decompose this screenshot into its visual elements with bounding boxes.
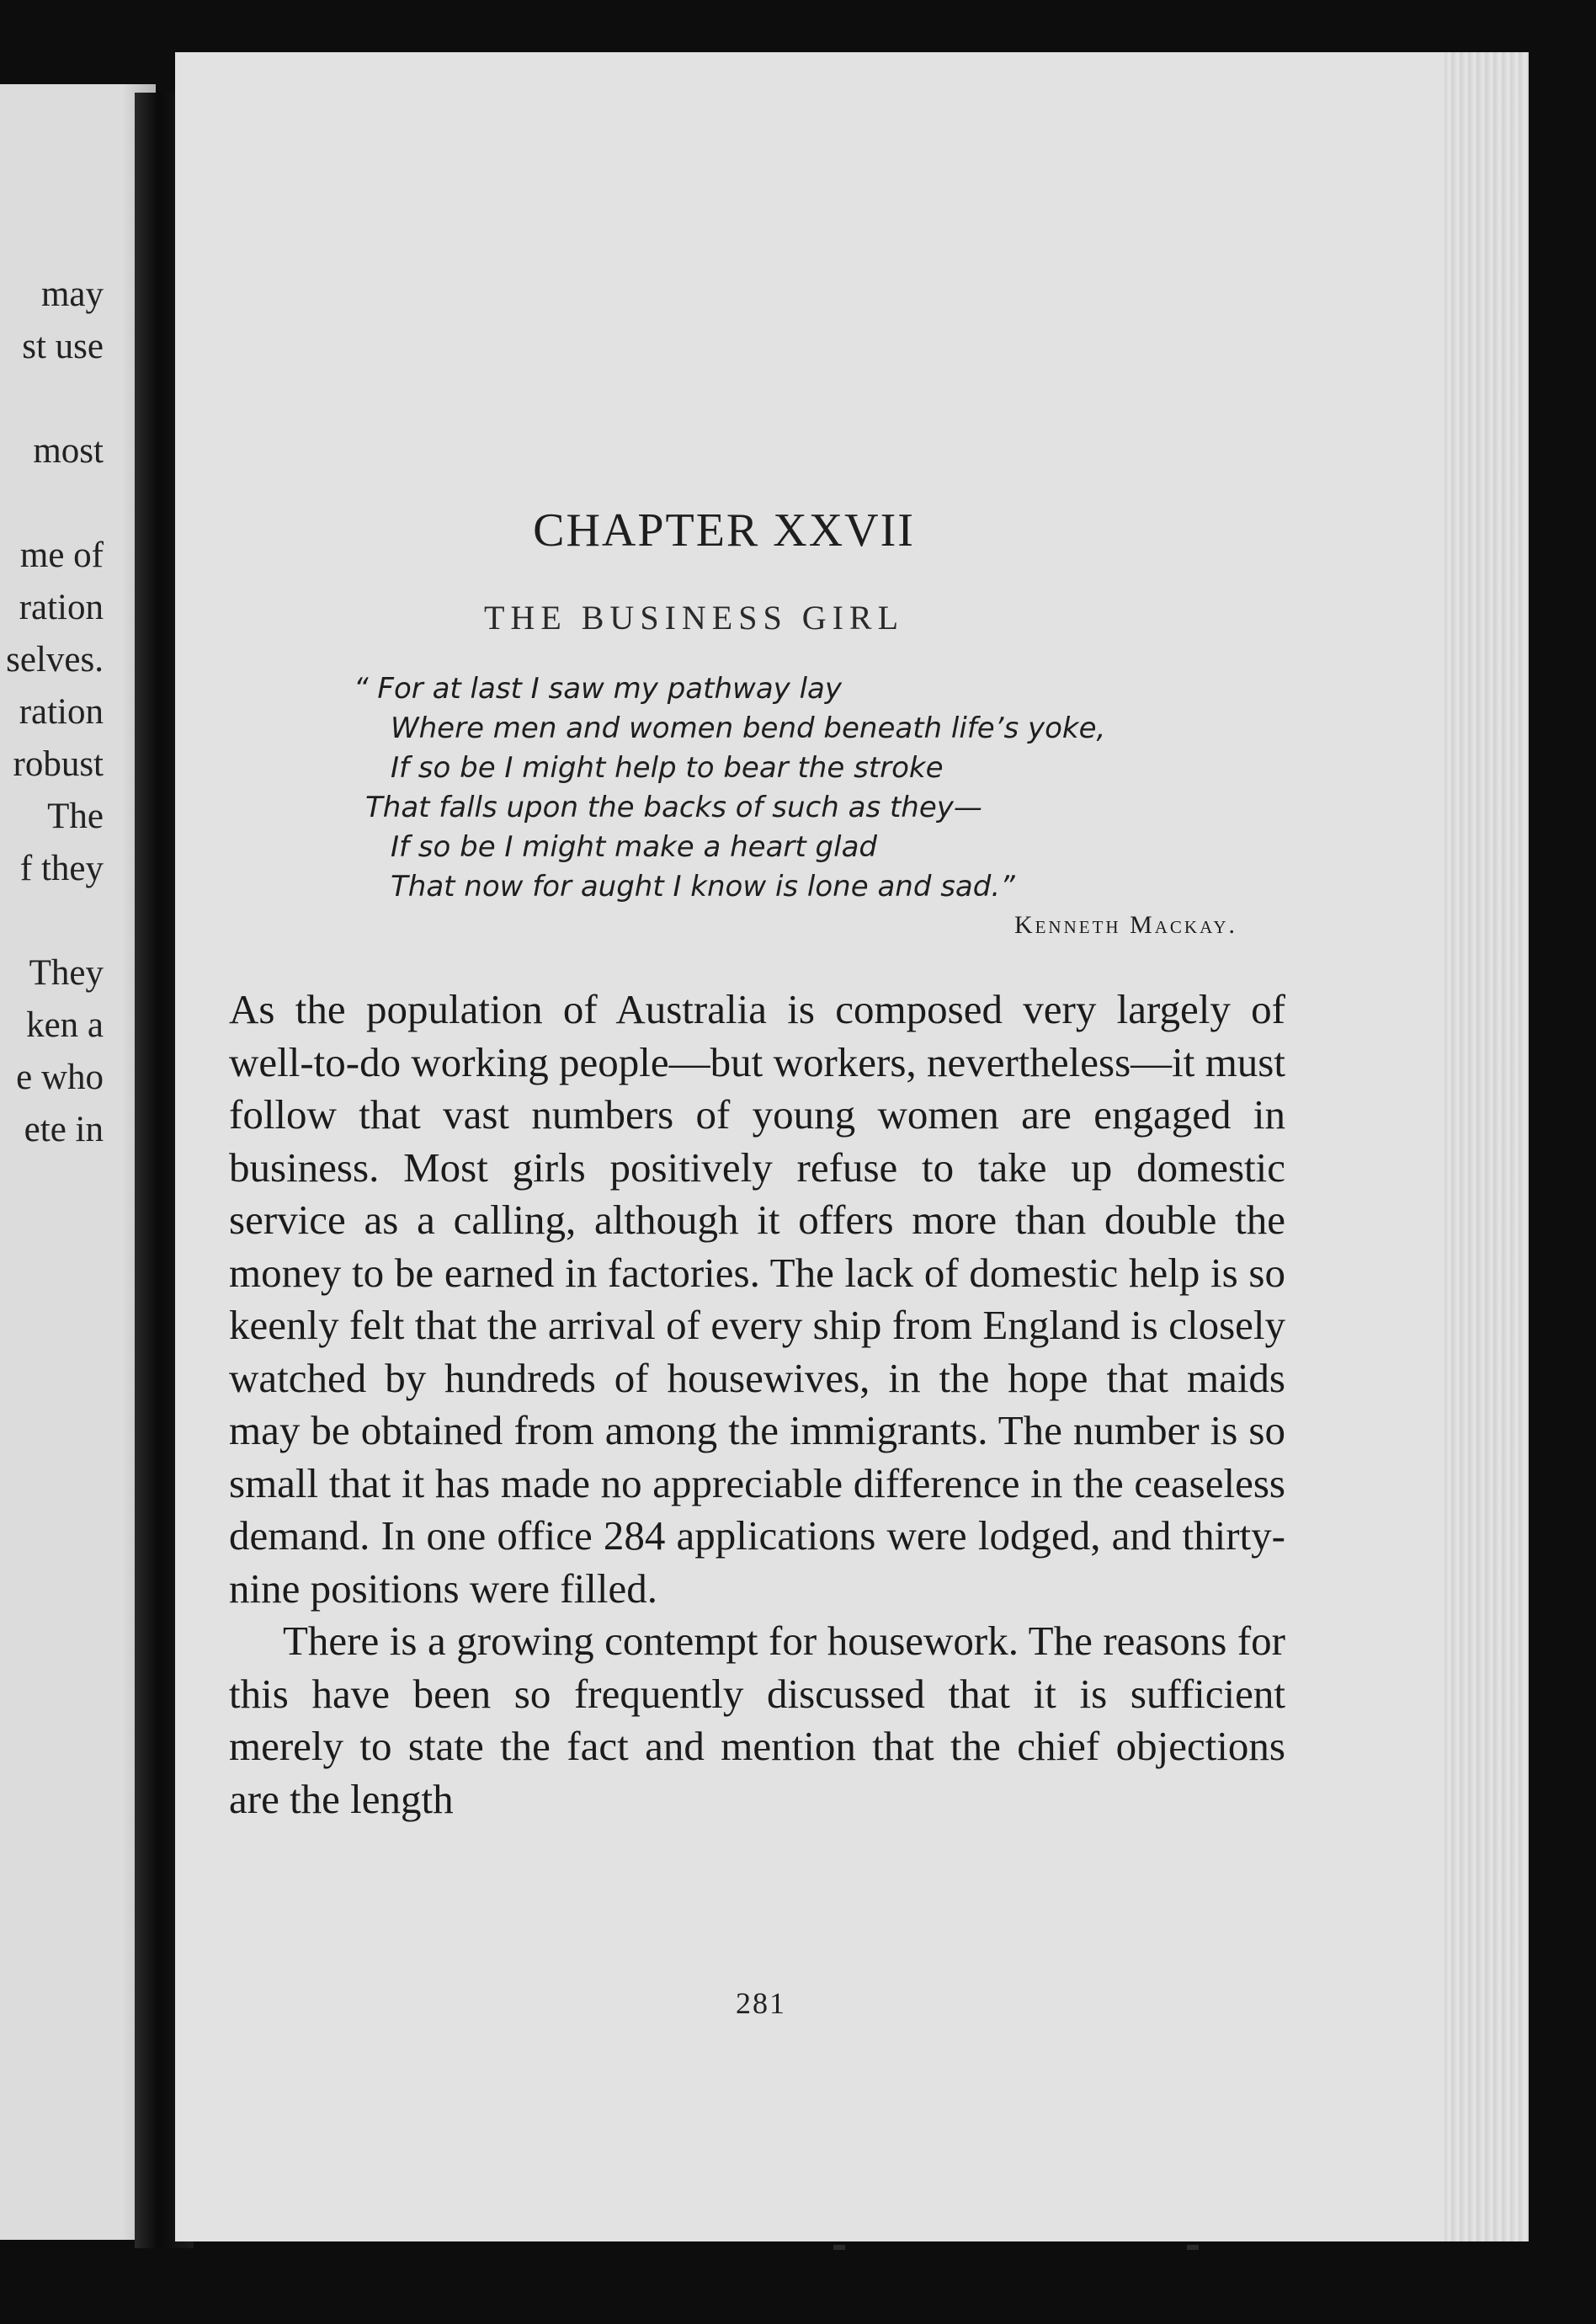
chapter-title xyxy=(0,504,1448,557)
left-page-fragment: e who xyxy=(16,1058,104,1097)
left-page-fragment: ken a xyxy=(26,1005,104,1045)
left-page-fragment: most xyxy=(33,431,104,471)
left-page-fragment: The xyxy=(47,797,104,836)
left-page-fragment: They xyxy=(29,953,104,993)
epigraph-line: If so be I might help to bear the stroke xyxy=(391,751,944,785)
left-page-fragment: ration xyxy=(19,692,104,732)
epigraph-line: If so be I might make a heart glad xyxy=(391,830,877,864)
epigraph-attribution: Kenneth Mackay. xyxy=(1013,911,1237,939)
left-page-fragment: ration xyxy=(19,588,104,627)
page-number: 281 xyxy=(736,1986,786,2020)
left-page-fragment: may xyxy=(40,275,104,314)
scan-artifact xyxy=(1187,2245,1199,2250)
left-page-fragment: ete in xyxy=(24,1110,104,1149)
left-page-fragment: st use xyxy=(22,327,104,366)
chapter-title-text: CHAPTER XXVII xyxy=(533,504,915,557)
epigraph-line: “ For at last I saw my pathway lay xyxy=(354,672,842,706)
body-text xyxy=(229,983,1285,1826)
left-facing-page xyxy=(0,84,156,2240)
left-page-fragment: f they xyxy=(19,849,104,888)
body-paragraph: As the population of Australia is composed very largely of well-to-do working people—but workers, nevertheless—it must follow that vast numbers of young women are engaged in business. Most girls positively refuse to take up domestic service as a calling, although it offers more than double the money to be earned in factories. The lack of domestic help is so keenly felt that the arrival of every ship from England is closely watched by hundreds of housewives, in the hope that maids may be obtained from among the immigrants. The number is so small that it has made no appreciable difference in the ceaseless demand. In one office 284 applications were lodged, and thirty-nine positions were filled. xyxy=(229,986,1285,1612)
epigraph-line: That falls upon the backs of such as they— xyxy=(365,791,982,824)
epigraph xyxy=(354,669,1237,939)
body-paragraph: There is a growing contempt for housework. The reasons for this have been so frequently discussed that it is sufficient merely to state the fact and mention that the chief objections are the length xyxy=(229,1618,1285,1822)
left-page-fragment: robust xyxy=(13,744,104,784)
chapter-subtitle: THE BUSINESS GIRL xyxy=(484,599,905,637)
scan-artifact xyxy=(833,2245,845,2250)
page-edges xyxy=(1444,52,1529,2241)
epigraph-line: Where men and women bend beneath life’s yoke, xyxy=(391,712,1106,745)
epigraph-line: That now for aught I know is lone and sad.” xyxy=(391,870,1015,903)
left-page-fragment: selves. xyxy=(6,640,104,680)
left-page-fragment: me of xyxy=(19,536,104,575)
